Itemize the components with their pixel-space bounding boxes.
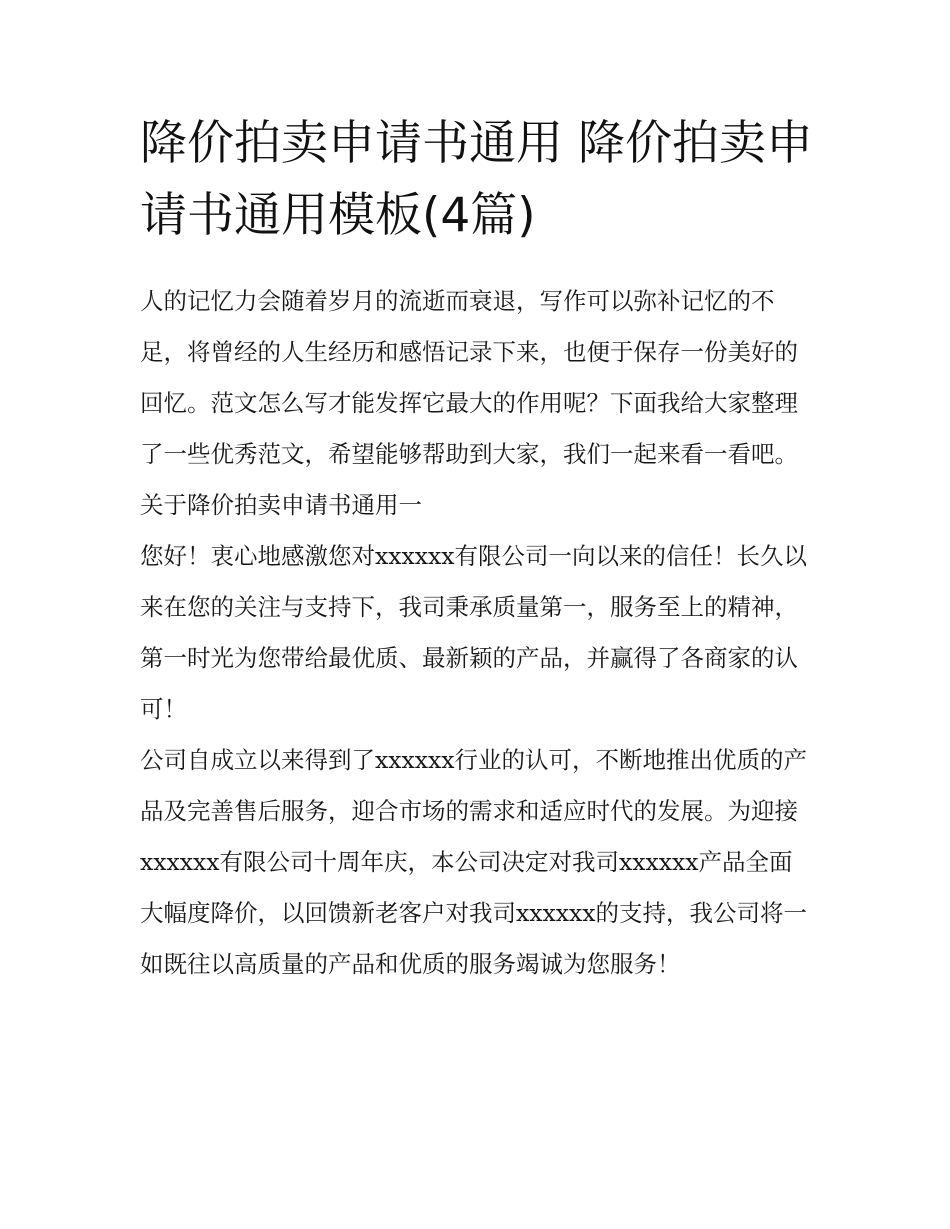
document-title: 降价拍卖申请书通用 降价拍卖申请书通用模板(4篇) <box>140 116 813 243</box>
body-paragraph: 公司自成立以来得到了xxxxxx行业的认可，不断地推出优质的产品及完善售后服务，迎合市场的需求和适应时代的发展。为迎接xxxxxx有限公司十周年庆，本公司决定对我司xxxxxx产品全面大幅度降价，以回馈新老客户对我司xxxxxx的支持，我公司将一如既往以高质量的产品和优质的服务竭诚为您服务！ <box>140 746 808 978</box>
intro-paragraph: 人的记忆力会随着岁月的流逝而衰退，写作可以弥补记忆的不足，将曾经的人生经历和感悟记录下来，也便于保存一份美好的回忆。范文怎么写才能发挥它最大的作用呢？下面我给大家整理了一些优秀范文，希望能够帮助到大家，我们一起来看一看吧。 <box>140 287 798 468</box>
document-body <box>140 276 812 990</box>
section-heading: 关于降价拍卖申请书通用一 <box>140 491 422 519</box>
body-paragraph: 您好！衷心地感激您对xxxxxx有限公司一向以来的信任！长久以来在您的关注与支持下，我司秉承质量第一，服务至上的精神，第一时光为您带给最优质、最新颖的产品，并赢得了各商家的认可！ <box>140 542 808 723</box>
